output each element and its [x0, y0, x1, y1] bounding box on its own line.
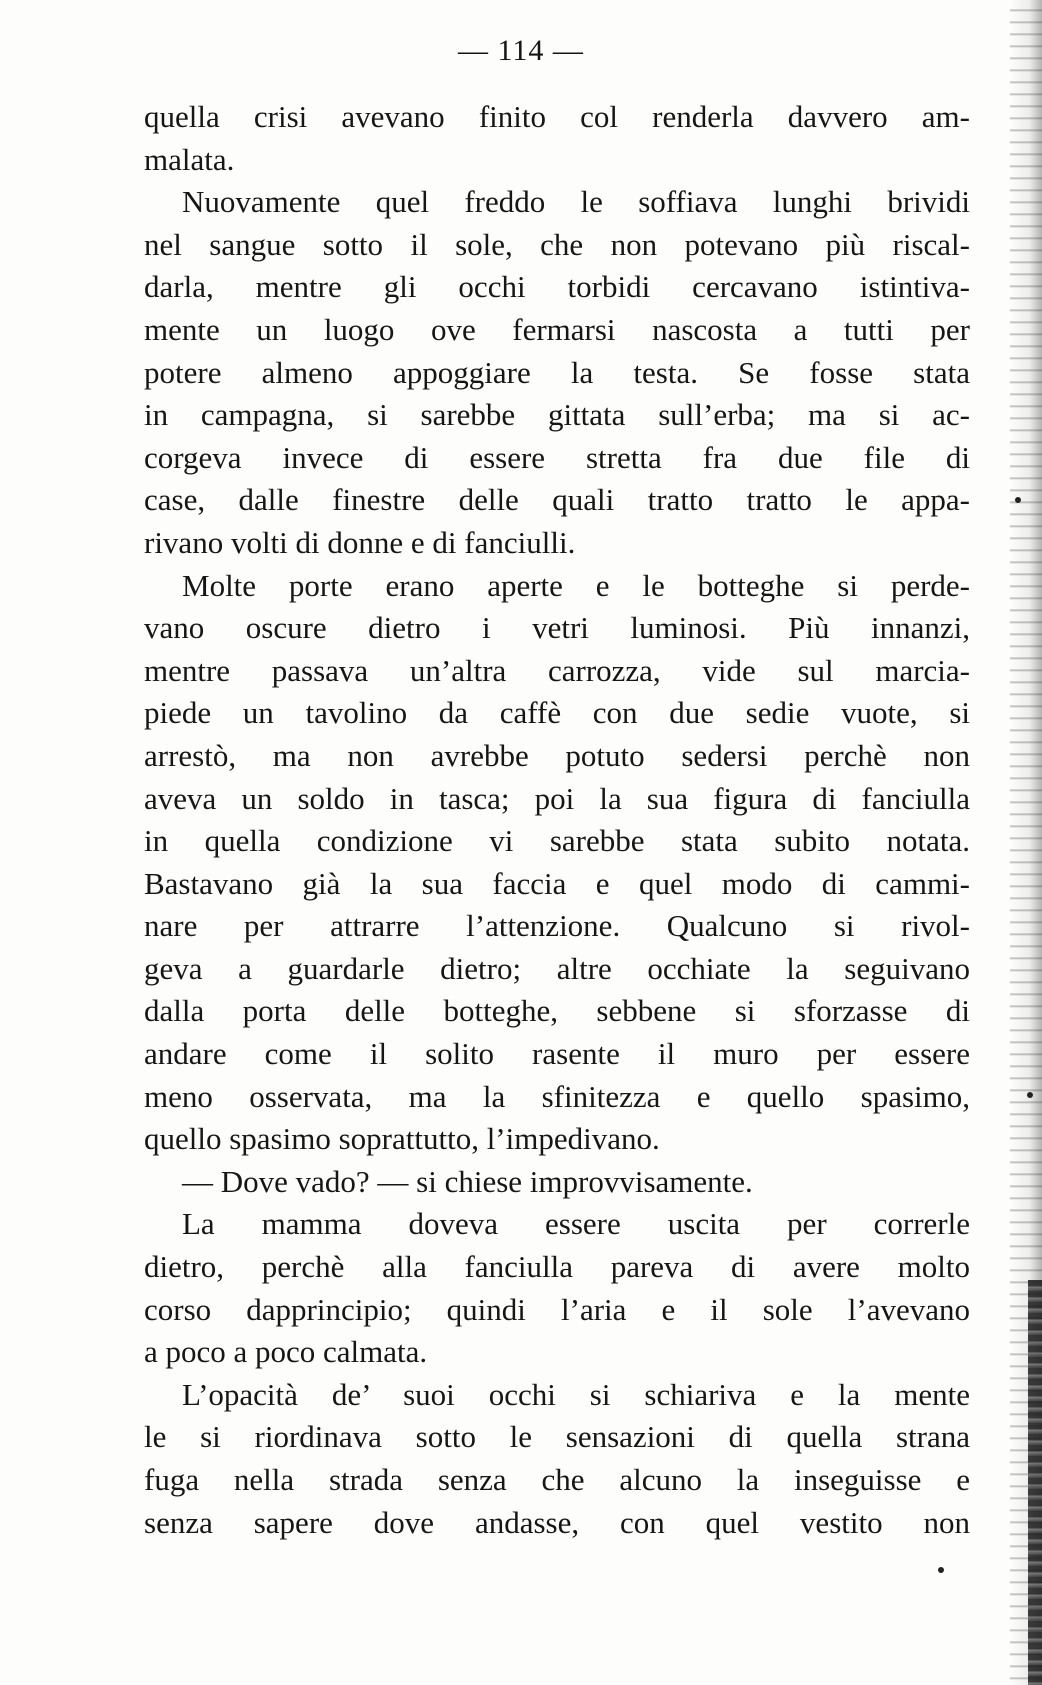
text-line: Nuovamente quel freddo le soffiava lunghi brividi — [182, 184, 970, 220]
text-line: L’opacità de’ suoi occhi si schiariva e la mente — [182, 1376, 970, 1412]
text-line: quello spasimo soprattutto, l’impedivano. — [144, 1121, 660, 1157]
text-line: senza sapere dove andasse, con quel vestito non — [144, 1504, 970, 1540]
text-line: in quella condizione vi sarebbe stata subito notata. — [144, 823, 970, 859]
text-line: Molte porte erano aperte e le botteghe si perde- — [182, 567, 970, 603]
text-line: le si riordinava sotto le sensazioni di quella strana — [144, 1419, 970, 1455]
ink-speck — [938, 1567, 944, 1573]
text-line: andare come il solito rasente il muro per essere — [144, 1036, 970, 1072]
text-line: rivano volti di donne e di fanciulli. — [144, 524, 576, 560]
text-line: fuga nella strada senza che alcuno la inseguisse e — [144, 1462, 970, 1497]
text-line: malata. — [144, 141, 235, 177]
text-line: mente un luogo ove fermarsi nascosta a tutti per — [144, 311, 970, 347]
text-line: aveva un soldo in tasca; poi la sua figura di fanciulla — [144, 780, 970, 816]
text-line: corso dapprincipio; quindi l’aria e il sole l’avevano — [144, 1291, 970, 1327]
text-line: nare per attrarre l’attenzione. Qualcuno si rivol- — [144, 908, 970, 944]
text-line: dietro, perchè alla fanciulla pareva di avere molto — [144, 1249, 970, 1285]
text-line: arrestò, ma non avrebbe potuto sedersi perchè non — [144, 737, 970, 773]
page-number: — 114 — — [458, 34, 584, 67]
ink-speck — [1015, 497, 1021, 503]
text-line: in campagna, si sarebbe gittata sull’erba; ma si ac- — [144, 397, 970, 433]
text-line: La mamma doveva essere uscita per correrle — [182, 1206, 970, 1242]
binding-edge — [1028, 1280, 1042, 1685]
page-body-text — [144, 96, 970, 1544]
text-line: vano oscure dietro i vetri luminosi. Più innanzi, — [144, 610, 970, 646]
text-line: piede un tavolino da caffè con due sedie vuote, si — [144, 695, 970, 731]
text-line: darla, mentre gli occhi torbidi cercavano istintiva- — [144, 269, 970, 305]
text-line: Bastavano già la sua faccia e quel modo di cammi- — [144, 865, 970, 901]
text-line: geva a guardarle dietro; altre occhiate la seguivano — [144, 950, 970, 986]
text-line: a poco a poco calmata. — [144, 1334, 428, 1370]
text-line: corgeva invece di essere stretta fra due file di — [144, 439, 970, 475]
text-line: — Dove vado? — si chiese improvvisamente. — [182, 1163, 753, 1199]
text-line: nel sangue sotto il sole, che non potevano più riscal- — [144, 226, 970, 262]
text-line: mentre passava un’altra carrozza, vide sul marcia- — [144, 652, 970, 688]
text-line: meno osservata, ma la sfinitezza e quello spasimo, — [144, 1078, 970, 1114]
text-line: quella crisi avevano finito col renderla davvero am- — [144, 99, 970, 134]
text-line: dalla porta delle botteghe, sebbene si sforzasse di — [144, 993, 970, 1029]
text-line: potere almeno appoggiare la testa. Se fosse stata — [144, 354, 970, 390]
text-line: case, dalle finestre delle quali tratto tratto le appa- — [144, 482, 970, 518]
ink-speck — [1027, 1092, 1033, 1098]
